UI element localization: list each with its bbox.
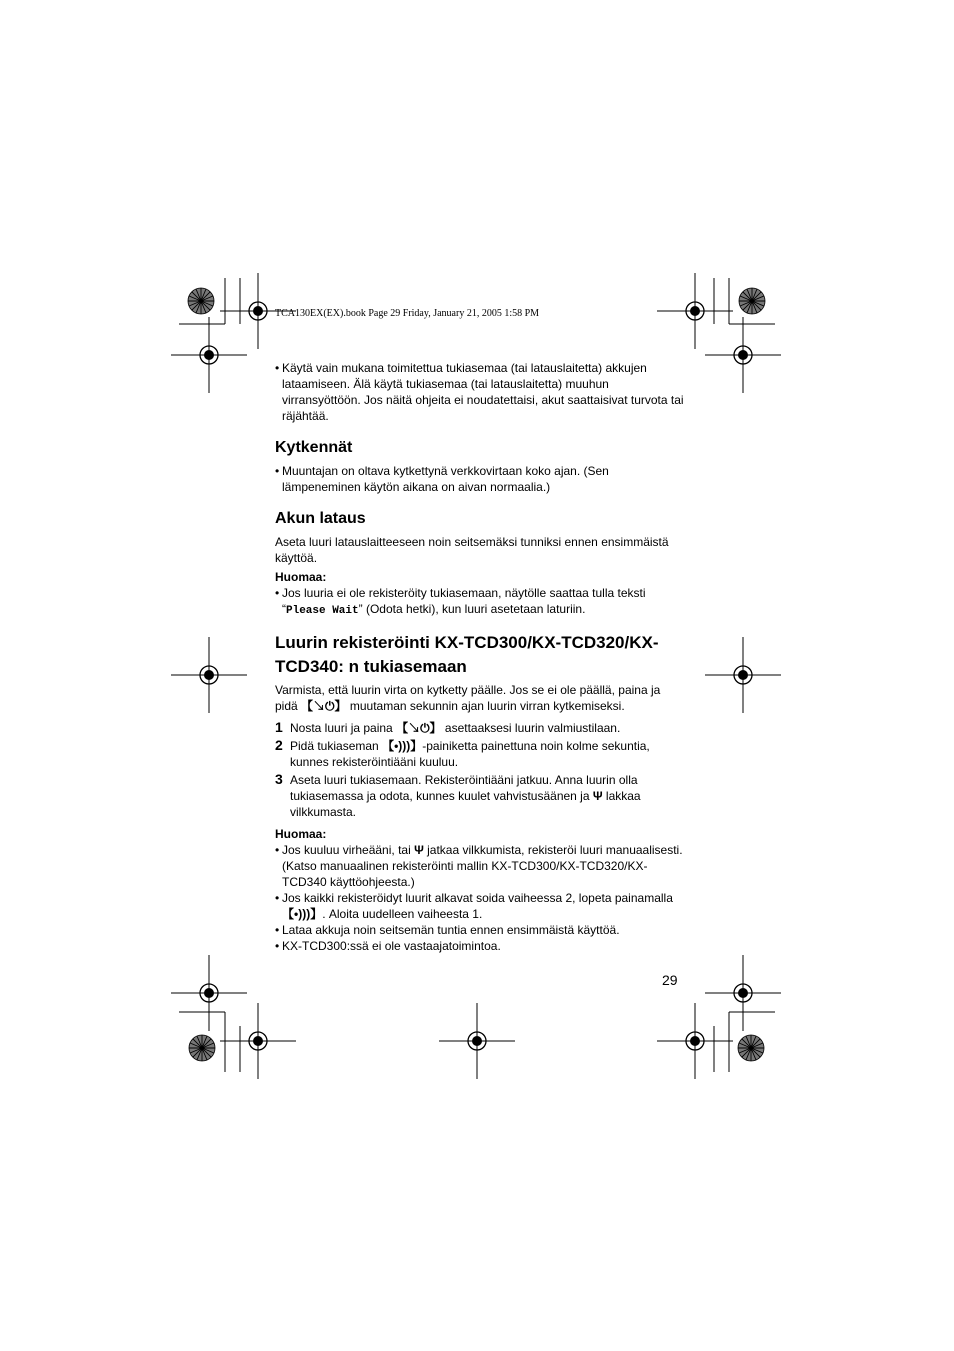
- section-title-kytkennat: Kytkennät: [275, 439, 353, 456]
- antenna-icon: Ψ: [592, 789, 603, 803]
- step-list: [275, 720, 685, 820]
- registration-paragraph: Varmista, että luurin virta on kytketty päälle. Jos se ei ole päällä, paina ja pidä 【↘⏻】 muutaman sekunnin ajan luurin virran kytkemiseksi.: [275, 683, 661, 713]
- locator-key-icon: 【•)))】: [282, 907, 323, 921]
- registration-note: • Lataa akkuja noin seitsemän tuntia ennen ensimmäistä käyttöä.: [275, 922, 685, 938]
- power-key-icon: 【↘⏻】: [301, 699, 347, 713]
- print-header: TCA130EX(EX).book Page 29 Friday, January 21, 2005 1:58 PM: [275, 308, 540, 319]
- step-item: 3 Aseta luuri tukiasemaan. Rekisteröintiääni jatkuu. Anna luurin olla tukiasemassa ja odota, kunnes kuulet vahvistusäänen ja Ψ lakkaa vilkkumasta.: [275, 771, 641, 819]
- antenna-icon: Ψ: [414, 843, 424, 857]
- step-item: 1 Nosta luuri ja paina 【↘⏻】 asettaaksesi luurin valmiustilaan.: [275, 719, 621, 735]
- step-item: 2 Pidä tukiaseman 【•)))】-painiketta painettuna noin kolme sekuntia, kunnes rekisteröintiääni kuuluu.: [275, 737, 650, 769]
- section-title-akun-lataus: Akun lataus: [275, 510, 366, 527]
- registration-note: • KX-TCD300:ssä ei ole vastaajatoimintoa.: [275, 938, 685, 954]
- main-content: [275, 360, 685, 954]
- locator-key-icon: 【•)))】: [382, 739, 423, 753]
- kytkennat-bullet: • Muuntajan on oltava kytkettynä verkkovirtaan koko ajan. (Sen lämpeneminen käytön aikana on aivan normaalia.): [275, 463, 685, 495]
- display-text: Please Wait: [286, 605, 359, 617]
- registration-note: • Jos kaikki rekisteröidyt luurit alkavat soida vaiheessa 2, lopeta painamalla 【•)))】. Aloita uudelleen vaiheesta 1.: [275, 890, 685, 922]
- registration-note: • Jos kuuluu virheääni, tai Ψ jatkaa vilkkumista, rekisteröi luuri manuaalisesti. (Katso manuaalinen rekisteröinti mallin KX-TCD300/KX-TCD320/KX-TCD340 käyttöohjeesta.): [275, 842, 685, 890]
- intro-bullet: • Käytä vain mukana toimitettua tukiasemaa (tai latauslaitetta) akkujen lataamiseen. Älä käytä tukiasemaa (tai latauslaitetta) muuhun virransyöttöön. Jos näitä ohjeita ei noudatettaisi, akut saattaisivat turvota tai räjähtää.: [275, 360, 685, 424]
- akun-lataus-paragraph: Aseta luuri latauslaitteeseen noin seitsemäksi tunniksi ennen ensimmäistä käyttöä.: [275, 535, 669, 565]
- page-number: 29: [662, 972, 678, 988]
- note-label: Huomaa:: [275, 570, 327, 584]
- section-title-registration: Luurin rekisteröinti KX-TCD300/KX-TCD320/KX-TCD340: n tukiasemaan: [275, 633, 659, 676]
- power-key-icon: 【↘⏻】: [396, 721, 442, 735]
- note-label: Huomaa:: [275, 827, 327, 841]
- akun-lataus-note: • Jos luuria ei ole rekisteröity tukiasemaan, näytölle saattaa tulla teksti “Please Wait” (Odota hetki), kun luuri asetetaan laturiin.: [275, 585, 685, 619]
